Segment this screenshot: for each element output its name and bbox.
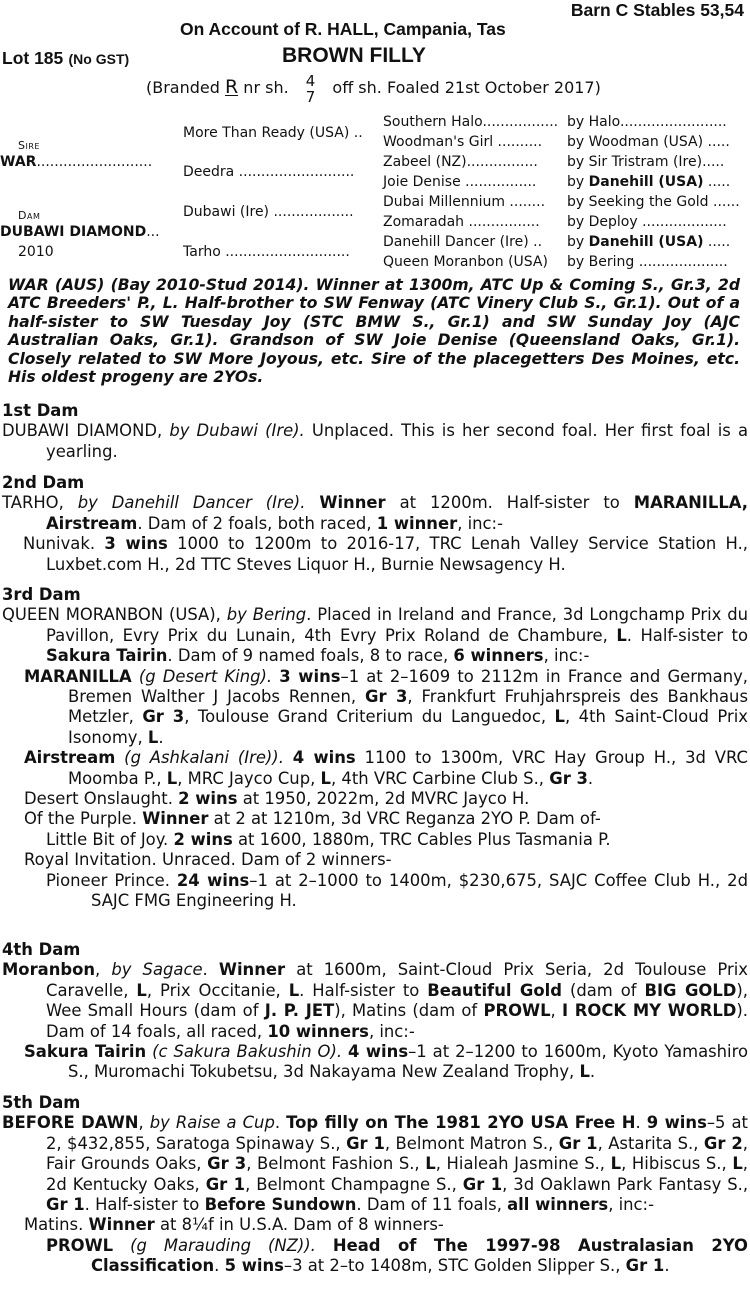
t: 2 wins xyxy=(178,789,238,809)
t: 4 wins xyxy=(292,748,356,768)
t: –1 at 2–1200 to 1600m, Kyoto Yamashiro S., Muromachi Tokubetsu, 3d Nakayama New Zealand Trophy, xyxy=(68,1042,749,1082)
ggg-7-post: ..... xyxy=(703,234,731,250)
branded-prefix: (Branded xyxy=(146,78,220,97)
t: , xyxy=(95,960,101,980)
t: at 1600m, Saint-Cloud Prix Seria, 2d Toulouse Prix Caravelle, xyxy=(46,960,748,1000)
t: at 2 at 1210m, 3d VRC Reganza 2YO P. Dam of- xyxy=(213,809,601,829)
fifth-dam-section xyxy=(2,1093,748,1277)
t: Winner xyxy=(88,1215,155,1235)
second-dam-text xyxy=(2,493,748,534)
t: , inc:- xyxy=(457,513,503,533)
t: , Toulouse Grand Criterium du Languedoc, xyxy=(184,707,547,727)
t: ), Matins (dam of xyxy=(334,1001,478,1021)
t: . Half-sister to xyxy=(299,980,420,1000)
second-dam-heading: 2nd Dam xyxy=(2,473,85,492)
t: 24 wins xyxy=(176,870,250,890)
t: BEFORE DAWN xyxy=(2,1113,139,1133)
t: 2 wins xyxy=(173,829,233,849)
t: (g Ashkalani (Ire)). xyxy=(124,748,284,768)
t: –5 at 2, $432,855, Saratoga Spinaway S., xyxy=(46,1113,748,1153)
t: , inc:- xyxy=(368,1021,415,1041)
third-dam-text xyxy=(2,605,748,666)
t: . xyxy=(274,1113,281,1133)
t: , Frankfurt Fruhjahrspreis des Bankhaus Metzler, xyxy=(68,687,748,727)
t: . xyxy=(589,1062,596,1082)
t: 4 wins xyxy=(348,1042,409,1062)
t: Matins. xyxy=(24,1215,84,1235)
t: , Belmont Champagne S., xyxy=(245,1174,457,1194)
ggg-5: by Seeking the Gold ...... xyxy=(567,194,740,210)
t: by Bering xyxy=(226,605,307,625)
t: Winner xyxy=(218,960,286,980)
third-dam-section xyxy=(2,585,748,912)
progeny-desert-onslaught xyxy=(2,789,748,809)
t: –1 at 2–1609 to 2112m in France and Germany, Bremen Walther J Jacobs Rennen, xyxy=(68,666,748,707)
t: (c Sakura Bakushin O). xyxy=(152,1042,343,1062)
t: L xyxy=(136,980,147,1000)
grandsire-1: More Than Ready (USA) .. xyxy=(183,125,363,141)
ggg-1 xyxy=(567,113,727,132)
t: Of the Purple. xyxy=(24,809,137,829)
ggg-2: by Woodman (USA) ..... xyxy=(567,134,730,150)
t: , xyxy=(138,1113,144,1133)
t: . xyxy=(214,1256,220,1276)
progeny-sakura-tairin xyxy=(2,1042,748,1083)
granddam-2: Tarho ............................ xyxy=(183,244,350,260)
t: all winners xyxy=(507,1195,609,1215)
t: PROWL xyxy=(46,1235,114,1255)
t: 10 winners xyxy=(267,1021,369,1041)
page-title: BROWN FILLY xyxy=(282,44,426,67)
gg-5: Dubai Millennium ........ xyxy=(383,194,546,210)
t: L xyxy=(425,1154,436,1174)
t: . xyxy=(158,727,164,747)
t: , 4th Saint-Cloud Prix Isonomy, xyxy=(68,707,748,747)
progeny-airstream xyxy=(2,748,748,789)
t: . Placed in Ireland and France, 3d Longchamp Prix du Pavillon, Evry Prix du Lunain, 4th Evry Prix Roland de Chambure, xyxy=(46,605,749,645)
t: I ROCK MY WORLD xyxy=(561,1001,737,1021)
ggg-4-post: ..... xyxy=(703,174,731,190)
t: Gr 1 xyxy=(625,1256,665,1276)
t: 3 wins xyxy=(104,534,168,554)
t: . Dam of 2 foals, both raced, xyxy=(137,513,372,533)
gg-8: Queen Moranbon (USA) xyxy=(383,254,548,270)
t: , Fair Grounds Oaks, xyxy=(46,1133,748,1174)
lot-line xyxy=(2,48,129,69)
t: Desert Onslaught. xyxy=(24,789,173,809)
t: ), Wee Small Hours (dam of xyxy=(46,980,748,1021)
account-line: On Account of R. HALL, Campania, Tas xyxy=(180,19,506,39)
t: . Dam of 9 named foals, 8 to race, xyxy=(167,646,449,666)
fraction-bottom: 7 xyxy=(305,87,316,106)
fourth-dam-text xyxy=(2,960,748,1042)
t: 1 winner xyxy=(376,513,458,533)
t: by Sagace xyxy=(111,960,203,980)
progeny-matins xyxy=(2,1215,748,1235)
first-dam-name: DUBAWI DIAMOND, xyxy=(2,421,163,441)
t: MARANILLA xyxy=(24,666,132,686)
t: MARANILLA, xyxy=(633,493,748,513)
t: Gr 3 xyxy=(365,687,408,707)
sire-summary: WAR (AUS) (Bay 2010-Stud 2014). Winner at 1300m, ATC Up & Coming S., Gr.3, 2d ATC Breeders' P., L. Half-brother to SW Fenway (ATC Vinery Club S., Gr.1). Out of a half-sister to SW Tuesday Joy (STC BMW S., Gr.1) and SW Sunday Joy (AJC Australian Oaks, Gr.1). Grandson of SW Joie Denise (Queensland Oaks, Gr.1). Closely related to SW More Joyous, etc. Sire of the placegetters Des Moines, etc. His oldest progeny are 2YOs. xyxy=(8,276,740,387)
foaled-date: off sh. Foaled 21st October 2017) xyxy=(332,78,601,97)
t: L xyxy=(288,980,300,1000)
t: , Astarita S., xyxy=(597,1133,699,1153)
t: , inc:- xyxy=(543,646,590,666)
t: L xyxy=(320,768,331,788)
t: L xyxy=(610,1154,622,1174)
t: Winner xyxy=(142,809,209,829)
t: Gr 2 xyxy=(703,1133,743,1153)
t: , Belmont Matron S., xyxy=(384,1133,554,1153)
gg-3: Zabeel (NZ)................ xyxy=(383,154,538,170)
brand-mark: R xyxy=(225,76,239,98)
t: by Raise a Cup xyxy=(149,1113,275,1133)
ggg-1-pre: by Halo xyxy=(567,114,620,130)
sire-name: WAR.......................... xyxy=(0,154,153,170)
brand-fraction xyxy=(306,73,316,105)
t: (g Marauding (NZ)). xyxy=(130,1235,316,1255)
gg-7: Danehill Dancer (Ire) .. xyxy=(383,234,543,250)
t: Gr 1 xyxy=(205,1174,246,1194)
t: Gr 3 xyxy=(142,707,185,727)
t: . xyxy=(664,1256,670,1276)
ggg-8: by Bering .................... xyxy=(567,254,728,270)
barn-label: Barn C Stables 53,54 xyxy=(570,0,744,20)
gg-1: Southern Halo................. xyxy=(383,114,559,130)
t: 3 wins xyxy=(279,666,341,686)
t: , inc:- xyxy=(608,1195,654,1215)
progeny-little-bit-of-joy xyxy=(2,830,748,850)
t: 1100 to 1300m, VRC Hay Group H., 3d VRC Moomba P., xyxy=(68,748,748,788)
t: Airstream xyxy=(24,748,116,768)
t: Sakura Tairin xyxy=(46,646,168,666)
t: L xyxy=(616,625,627,645)
ggg-6: by Deploy ................... xyxy=(567,214,727,230)
dam-name: DUBAWI DIAMOND... xyxy=(0,224,160,240)
t: Little Bit of Joy. xyxy=(46,829,169,849)
t: Sakura Tairin xyxy=(24,1042,147,1062)
t: Gr 3 xyxy=(207,1154,247,1174)
t: , Belmont Fashion S., xyxy=(246,1154,420,1174)
t: Gr 3 xyxy=(549,768,588,788)
t: Before Sundown xyxy=(204,1195,357,1215)
progeny-nunivak xyxy=(2,534,748,575)
t: Gr 1 xyxy=(462,1174,503,1194)
t: Moranbon xyxy=(2,960,96,980)
t: Top filly on The 1981 2YO USA Free H xyxy=(286,1113,636,1133)
fraction-top: 4 xyxy=(305,71,316,90)
t: BIG GOLD xyxy=(644,980,737,1000)
first-dam-by: by Dubawi (Ire). xyxy=(169,421,305,441)
first-dam-text xyxy=(2,421,748,462)
t: by Danehill Dancer (Ire). xyxy=(77,493,306,513)
t: 1000 to 1200m to 2016-17, TRC Lenah Valley Service Station H., Luxbet.com H., 2d TTC Steves Liquor H., Burnie Newsagency H. xyxy=(46,534,749,574)
ggg-1-post: ........................ xyxy=(619,114,727,130)
t: Winner xyxy=(319,493,386,513)
t: Gr 1 xyxy=(46,1195,85,1215)
ggg-4-pre: by xyxy=(567,174,589,190)
grandsire-2: Dubawi (Ire) .................. xyxy=(183,204,354,220)
t: . xyxy=(202,960,208,980)
gg-6: Zomaradah ................ xyxy=(383,214,540,230)
t: , 4th VRC Carbine Club S., xyxy=(331,768,545,788)
t: J. P. JET xyxy=(264,1001,335,1021)
t: –3 at 2–to 1408m, STC Golden Slipper S., xyxy=(283,1256,621,1276)
progeny-prowl xyxy=(2,1236,748,1277)
dam-name-text: DUBAWI DIAMOND xyxy=(0,224,147,240)
ggg-7 xyxy=(567,233,730,252)
progeny-pioneer-prince xyxy=(2,871,748,912)
t: , xyxy=(550,1001,556,1021)
progeny-royal-invitation: Royal Invitation. Unraced. Dam of 2 winners- xyxy=(24,850,392,870)
fifth-dam-text xyxy=(2,1113,748,1215)
t: at 8¼f in U.S.A. Dam of 8 winners- xyxy=(160,1215,444,1235)
ggg-4-bold: Danehill (USA) xyxy=(588,174,704,190)
t: . Dam of 11 foals, xyxy=(356,1195,502,1215)
t: Head of The 1997-98 Australasian 2YO Classification xyxy=(91,1235,748,1276)
sire-name-text: WAR xyxy=(0,154,37,170)
t: at 1950, 2022m, 2d MVRC Jayco H. xyxy=(242,789,530,809)
ggg-4 xyxy=(567,173,730,192)
t: . xyxy=(635,1113,641,1133)
ggg-3: by Sir Tristram (Ire)..... xyxy=(567,154,725,170)
t: L xyxy=(732,1154,743,1174)
t: . xyxy=(587,768,594,788)
ggg-7-bold: Danehill (USA) xyxy=(588,234,704,250)
t: 5 wins xyxy=(224,1256,284,1276)
t: QUEEN MORANBON (USA), xyxy=(2,605,221,625)
t: , Hialeah Jasmine S., xyxy=(435,1154,606,1174)
t: (g Desert King). xyxy=(138,666,273,686)
gg-4: Joie Denise ................ xyxy=(383,174,537,190)
t: , Hibiscus S., xyxy=(621,1154,727,1174)
t: Pioneer Prince. xyxy=(46,870,170,890)
ggg-7-pre: by xyxy=(567,234,589,250)
t: Nunivak. xyxy=(23,534,96,554)
near-side: nr sh. xyxy=(243,78,289,97)
t: L xyxy=(579,1062,590,1082)
third-dam-heading: 3rd Dam xyxy=(2,585,81,604)
t: L xyxy=(147,727,159,747)
t: –1 at 2–1000 to 1400m, $230,675, SAJC Coffee Club H., 2d SAJC FMG Engineering H. xyxy=(91,870,748,911)
t: . Half-sister to xyxy=(84,1195,200,1215)
t: , Prix Occitanie, xyxy=(146,980,281,1000)
t: , 3d Oaklawn Park Fantasy S., xyxy=(502,1174,749,1194)
t: , 2d Kentucky Oaks, xyxy=(46,1154,748,1194)
dam-label: Dam xyxy=(18,209,41,222)
fourth-dam-heading: 4th Dam xyxy=(2,940,81,959)
sire-label: Sire xyxy=(18,139,40,152)
fourth-dam-section xyxy=(2,940,748,1083)
second-dam-section xyxy=(2,473,748,575)
t: Airstream xyxy=(46,513,138,533)
progeny-maranilla xyxy=(2,667,748,749)
t: at 1600, 1880m, TRC Cables Plus Tasmania P. xyxy=(238,829,611,849)
t: TARHO, xyxy=(2,493,64,513)
t: , MRC Jayco Cup, xyxy=(177,768,316,788)
gg-2: Woodman's Girl .......... xyxy=(383,134,543,150)
t: Gr 1 xyxy=(346,1133,385,1153)
dam-year: 2010 xyxy=(18,244,54,260)
t: L xyxy=(166,768,178,788)
lot-number: Lot 185 xyxy=(2,48,64,68)
t: 6 winners xyxy=(453,646,544,666)
gst-note: (No GST) xyxy=(68,51,130,67)
progeny-of-the-purple xyxy=(2,809,748,829)
first-dam-section xyxy=(2,401,748,462)
t: . Half-sister to xyxy=(626,625,748,645)
t: ). Dam of 14 foals, all raced, xyxy=(46,1001,749,1041)
t: Gr 1 xyxy=(558,1133,598,1153)
t: 9 wins xyxy=(646,1113,707,1133)
t: Beautiful Gold xyxy=(427,980,562,1000)
t: PROWL xyxy=(483,1001,551,1021)
brand-line xyxy=(146,70,601,106)
first-dam-desc: Unplaced. This is her second foal. Her first foal is a yearling. xyxy=(46,421,748,461)
t: L xyxy=(554,707,565,727)
t: (dam of xyxy=(569,980,637,1000)
granddam-1: Deedra .......................... xyxy=(183,164,355,180)
fifth-dam-heading: 5th Dam xyxy=(2,1093,81,1112)
t: at 1200m. Half-sister to xyxy=(399,493,620,513)
first-dam-heading: 1st Dam xyxy=(2,401,79,420)
